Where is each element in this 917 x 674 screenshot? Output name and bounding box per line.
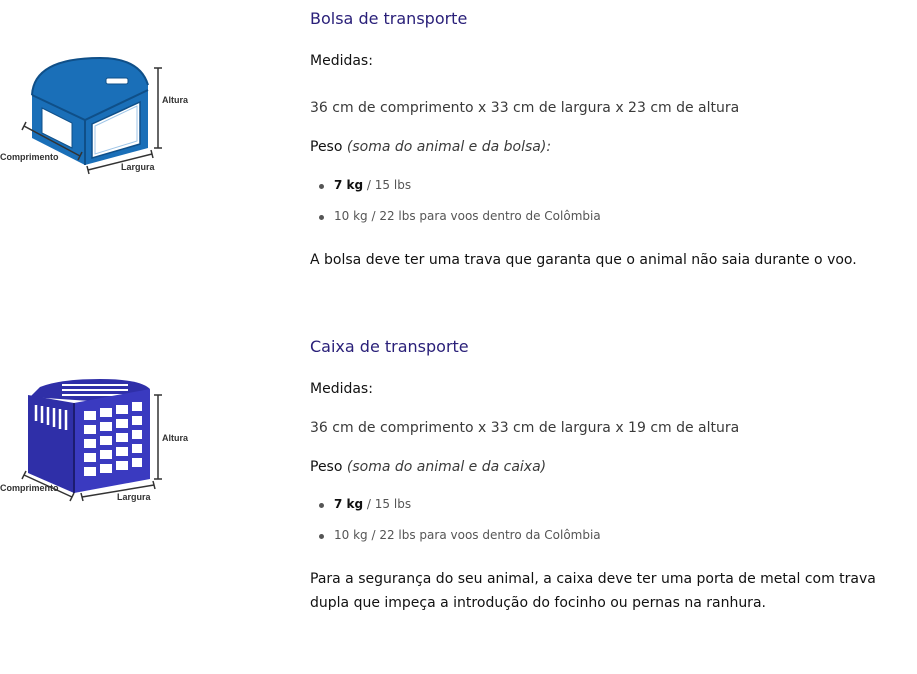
bullet-text: / 15 lbs [363,497,412,511]
crate-illustration [0,375,200,510]
bag-weight-label: Peso [310,139,343,155]
crate-title: Caixa de transporte [310,337,469,356]
bag-title: Bolsa de transporte [310,9,468,28]
crate-measures-label: Medidas: [310,381,373,397]
bullet-strong: 7 kg [334,497,364,511]
pet-crate-icon [0,375,200,510]
bag-illustration [0,50,200,180]
height-label: Altura [162,95,189,105]
crate-weight-line [310,459,546,475]
bullet-text: 10 kg / 22 lbs para voos dentro da Colômbia [334,528,601,542]
crate-weight-bullet-2 [334,528,601,542]
crate-weight-label: Peso [310,459,343,475]
length-label: Comprimento [0,152,59,162]
bag-details [310,0,915,300]
bag-weight-bullet-1 [334,178,411,192]
length-label: Comprimento [0,483,59,493]
bullet-text: 10 kg / 22 lbs para voos dentro de Colômbia [334,209,601,223]
bag-measures-label: Medidas: [310,53,373,69]
bag-section [0,0,917,300]
bag-weight-note: (soma do animal e da bolsa): [346,139,552,155]
crate-section [0,330,917,650]
width-label: Largura [117,492,151,502]
height-label: Altura [162,433,189,443]
bag-weight-line [310,139,551,155]
crate-measures-value: 36 cm de comprimento x 33 cm de largura x 19 cm de altura [310,420,740,436]
crate-weight-bullet-1 [334,497,411,511]
bullet-text: / 15 lbs [363,178,412,192]
crate-weight-note: (soma do animal e da caixa) [346,459,547,475]
crate-note: Para a segurança do seu animal, a caixa deve ter uma porta de metal com trava dupla que impeça a introdução do focinho ou pernas na ranhura. [310,571,876,611]
bag-weight-bullet-2 [334,209,601,223]
width-label: Largura [121,162,155,172]
bag-measures-value: 36 cm de comprimento x 33 cm de largura x 23 cm de altura [310,100,740,116]
crate-details [310,330,915,650]
pet-carrier-bag-icon [0,50,200,180]
bag-note: A bolsa deve ter uma trava que garanta que o animal não saia durante o voo. [310,252,857,268]
bullet-strong: 7 kg [334,178,364,192]
